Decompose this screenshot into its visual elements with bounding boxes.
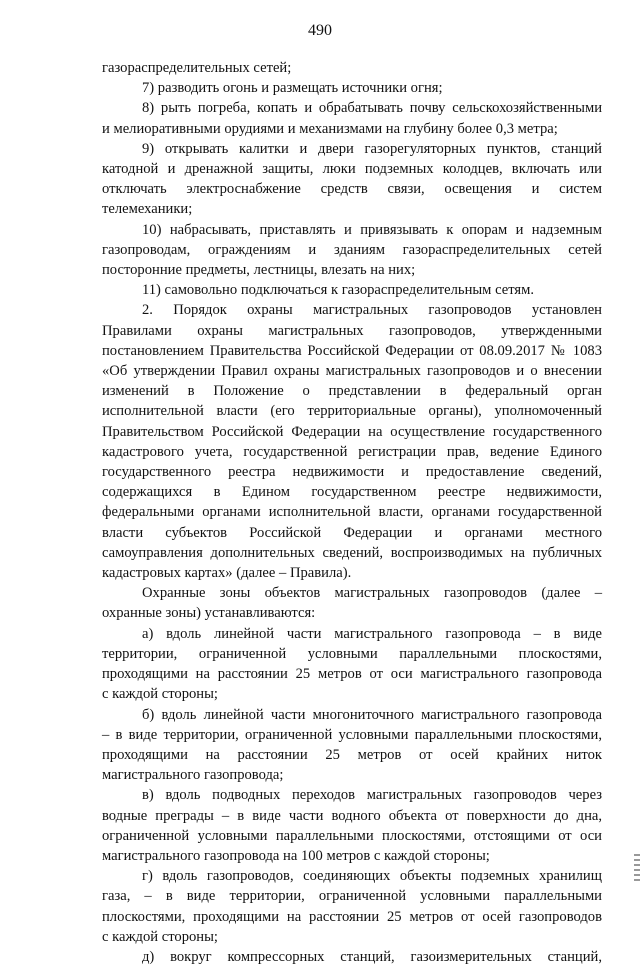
text-line: в) вдоль подводных переходов магистральных газопроводов через xyxy=(142,787,602,804)
text-line: отключать электроснабжение средств связи, освещения и систем xyxy=(102,181,602,198)
text-line: Правилами охраны магистральных газопроводов, утвержденными xyxy=(102,322,602,339)
text-line: кадастрового учета, государственной регистрации прав, ведение Единого xyxy=(102,443,602,460)
text-line: федеральными органами исполнительной власти, органами государственной xyxy=(102,504,602,521)
text-line: г) вдоль газопроводов, соединяющих объекты подземных хранилищ xyxy=(142,868,602,885)
text-line: д) вокруг компрессорных станций, газоизмерительных станций, xyxy=(142,948,602,965)
text-line: «Об утверждении Правил охраны магистральных газопроводов и о внесении xyxy=(102,363,602,380)
text-line: власти субъектов Российской Федерации и органами местного xyxy=(102,524,602,541)
text-line: 8) рыть погреба, копать и обрабатывать почву сельскохозяйственными xyxy=(142,100,602,117)
document-body xyxy=(102,58,602,967)
text-line: плоскостями, проходящими на расстоянии 25 метров от осей газопроводов xyxy=(102,908,602,925)
text-line: 10) набрасывать, приставлять и привязывать к опорам и надземным xyxy=(142,221,602,238)
text-line: газа, – в виде территории, ограниченной условными параллельными xyxy=(102,888,602,905)
text-line: Правительством Российской Федерации на осуществление государственного xyxy=(102,423,602,440)
text-line: ограниченной условными параллельными плоскостями, отстоящими от оси xyxy=(102,827,602,844)
text-line: самоуправления дополнительных сведений, воспроизводимых на публичных xyxy=(102,544,602,561)
text-line: катодной и дренажной защиты, люки подземных колодцев, включать или xyxy=(102,161,602,178)
text-line: магистрального газопровода на 100 метров с каждой стороны; xyxy=(102,847,490,864)
text-line: кадастровых картах» (далее – Правила). xyxy=(102,565,352,582)
text-line: проходящими на расстоянии 25 метров от оси магистрального газопровода xyxy=(102,666,602,683)
scan-edge-mark xyxy=(634,854,640,884)
text-line: 2. Порядок охраны магистральных газопроводов установлен xyxy=(142,302,602,319)
text-line: 9) открывать калитки и двери газорегуляторных пунктов, станций xyxy=(142,140,602,157)
text-line: посторонние предметы, лестницы, влезать на них; xyxy=(102,262,416,279)
text-line: охранные зоны) устанавливаются: xyxy=(102,605,316,622)
text-line: исполнительной власти (его территориальные органы), уполномоченный xyxy=(102,403,602,420)
text-line: территории, ограниченной условными параллельными плоскостями, xyxy=(102,645,602,662)
text-line: постановлением Правительства Российской Федерации от 08.09.2017 № 1083 xyxy=(102,342,602,359)
text-line: содержащихся в Едином государственном реестре недвижимости, xyxy=(102,484,602,501)
text-line: водные преграды – в виде части водного объекта от поверхности до дна, xyxy=(102,807,602,824)
text-line: 11) самовольно подключаться к газораспределительным сетям. xyxy=(142,282,534,299)
text-line: с каждой стороны; xyxy=(102,686,218,703)
text-line: и мелиоративными орудиями и механизмами на глубину более 0,3 метра; xyxy=(102,120,558,137)
text-line: б) вдоль линейной части многониточного магистрального газопровода xyxy=(142,706,602,723)
text-line: газораспределительных сетей; xyxy=(102,60,292,76)
text-line: с каждой стороны; xyxy=(102,928,218,945)
text-line: Охранные зоны объектов магистральных газопроводов (далее – xyxy=(142,585,602,602)
text-line: государственного реестра недвижимости и предоставление сведений, xyxy=(102,464,602,481)
text-line: проходящими на расстоянии 25 метров от осей крайних ниток xyxy=(102,746,602,763)
text-line: изменений в Положение о представлении в федеральный орган xyxy=(102,383,602,400)
text-line: телемеханики; xyxy=(102,201,193,218)
text-line: 7) разводить огонь и размещать источники огня; xyxy=(142,80,443,97)
text-line: а) вдоль линейной части магистрального газопровода – в виде xyxy=(142,625,602,642)
page-number: 490 xyxy=(308,22,332,39)
text-line: магистрального газопровода; xyxy=(102,767,284,784)
text-line: – в виде территории, ограниченной условными параллельными плоскостями, xyxy=(102,726,602,743)
text-line: газопроводам, ограждениям и зданиям газораспределительных сетей xyxy=(102,241,602,258)
